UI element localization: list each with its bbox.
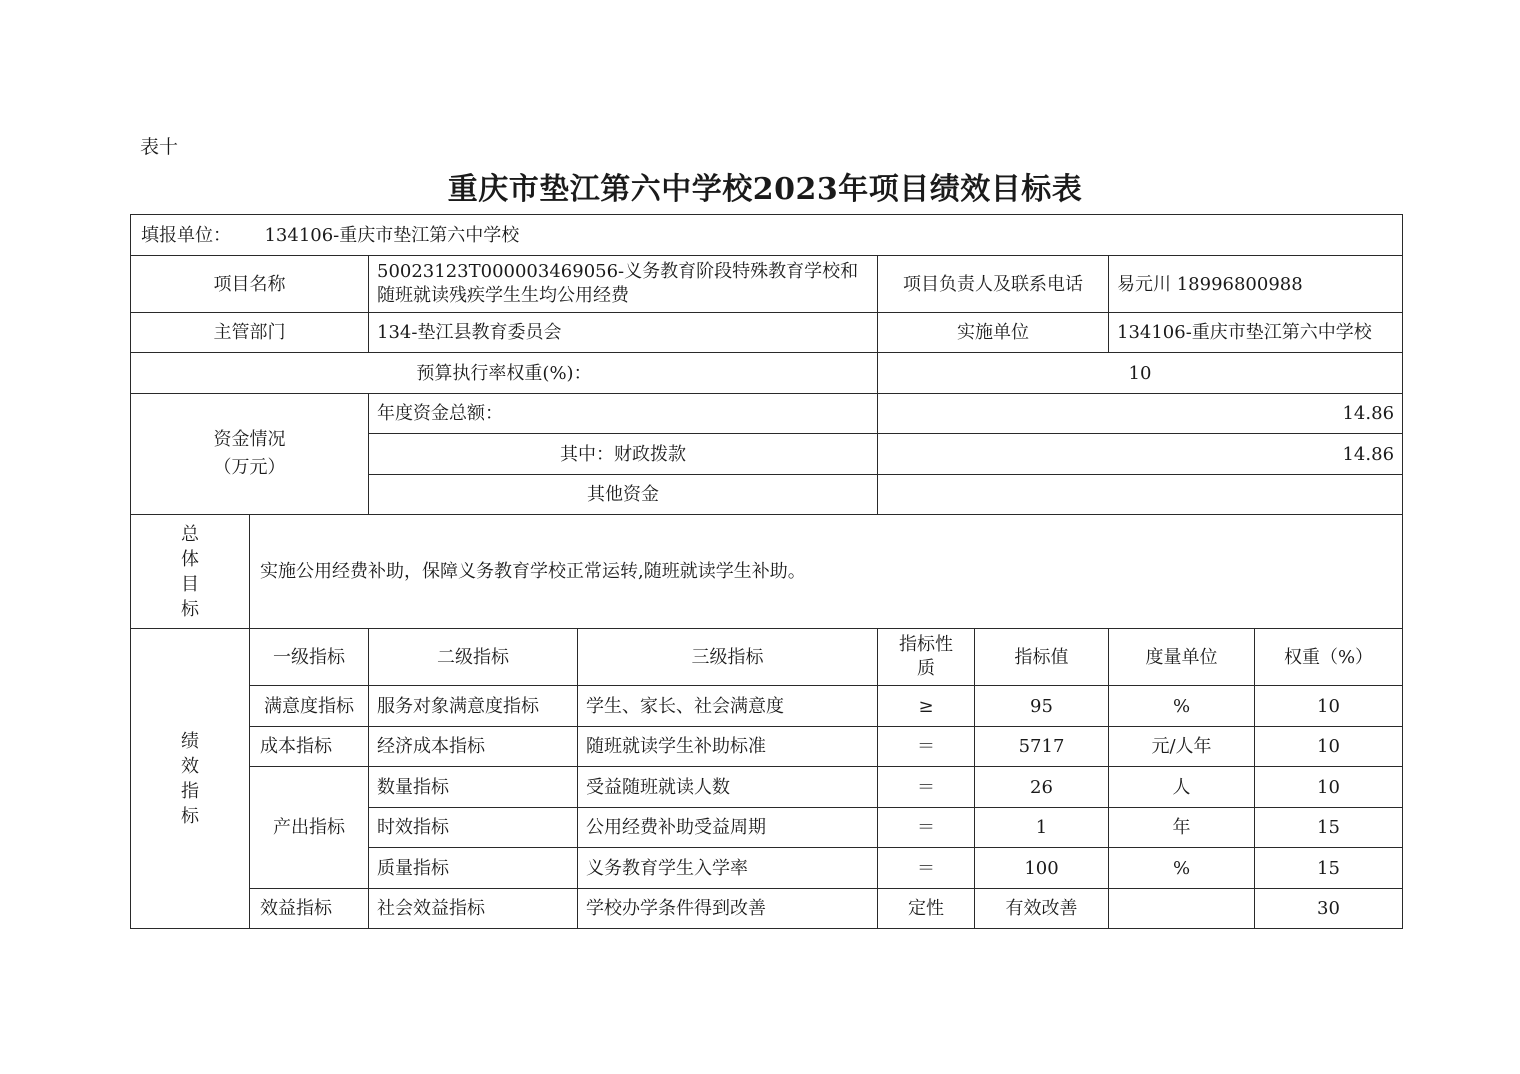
filing-unit-label: 填报单位： xyxy=(141,224,231,246)
performance-target-table xyxy=(130,214,1403,929)
row-nature: ＝ xyxy=(878,727,975,767)
project-row xyxy=(131,256,1403,313)
header-nature xyxy=(878,629,975,686)
row-level3: 公用经费补助受益周期 xyxy=(578,808,878,848)
header-level2: 二级指标 xyxy=(369,629,578,686)
row-nature: 定性 xyxy=(878,889,975,929)
filing-unit-value: 134106-重庆市垫江第六中学校 xyxy=(264,224,520,246)
overall-goal-label xyxy=(131,515,250,629)
row-level1: 成本指标 xyxy=(250,727,369,767)
row-nature: ＝ xyxy=(878,808,975,848)
row-level1: 满意度指标 xyxy=(250,686,369,727)
row-weight: 10 xyxy=(1255,767,1403,808)
row-nature: ＝ xyxy=(878,848,975,889)
budget-weight-value: 10 xyxy=(878,353,1403,394)
funds-label-line2: （万元） xyxy=(213,457,286,478)
funds-total-value: 14.86 xyxy=(878,394,1403,434)
row-unit: 年 xyxy=(1109,808,1255,848)
performance-char: 绩 xyxy=(181,730,199,752)
row-weight: 10 xyxy=(1255,727,1403,767)
row-level2: 时效指标 xyxy=(369,808,578,848)
row-weight: 15 xyxy=(1255,848,1403,889)
row-unit: % xyxy=(1109,686,1255,727)
department-value: 134-垫江县教育委员会 xyxy=(369,313,878,353)
funds-label xyxy=(131,394,369,515)
row-unit: 元/人年 xyxy=(1109,727,1255,767)
overall-goal-text: 实施公用经费补助，保障义务教育学校正常运转,随班就读学生补助。 xyxy=(250,515,1403,629)
funds-total-row xyxy=(131,394,1403,434)
performance-label xyxy=(131,629,250,929)
row-weight: 15 xyxy=(1255,808,1403,848)
row-nature: ≥ xyxy=(878,686,975,727)
project-contact-label: 项目负责人及联系电话 xyxy=(878,256,1109,313)
table-row xyxy=(131,686,1403,727)
project-name-line2: 随班就读残疾学生生均公用经费 xyxy=(377,285,629,306)
header-nature-line2: 质 xyxy=(917,658,935,679)
funds-total-label: 年度资金总额： xyxy=(369,394,878,434)
filing-unit-cell xyxy=(131,215,1403,256)
project-name-label: 项目名称 xyxy=(131,256,369,313)
department-row xyxy=(131,313,1403,353)
row-level2: 质量指标 xyxy=(369,848,578,889)
row-unit xyxy=(1109,889,1255,929)
row-level3: 受益随班就读人数 xyxy=(578,767,878,808)
row-level3: 义务教育学生入学率 xyxy=(578,848,878,889)
filing-unit-row xyxy=(131,215,1403,256)
overall-goal-char: 总 xyxy=(181,523,199,545)
row-unit: 人 xyxy=(1109,767,1255,808)
row-level3: 随班就读学生补助标准 xyxy=(578,727,878,767)
performance-char: 标 xyxy=(181,805,199,827)
row-value: 1 xyxy=(975,808,1109,848)
row-value: 95 xyxy=(975,686,1109,727)
overall-goal-char: 目 xyxy=(181,573,199,595)
header-level3: 三级指标 xyxy=(578,629,878,686)
row-value: 有效改善 xyxy=(975,889,1109,929)
overall-goal-char: 标 xyxy=(181,598,199,620)
funds-fiscal-value: 14.86 xyxy=(878,434,1403,475)
row-weight: 30 xyxy=(1255,889,1403,929)
project-contact-value: 易元川 18996800988 xyxy=(1109,256,1403,313)
table-row xyxy=(131,727,1403,767)
table-label: 表十 xyxy=(140,136,179,158)
budget-weight-label: 预算执行率权重(%)： xyxy=(131,353,878,394)
funds-fiscal-label: 其中：财政拨款 xyxy=(369,434,878,475)
funds-other-value xyxy=(878,475,1403,515)
performance-char: 指 xyxy=(181,780,199,802)
row-level3: 学校办学条件得到改善 xyxy=(578,889,878,929)
header-nature-line1: 指标性 xyxy=(899,634,953,655)
project-name-value xyxy=(369,256,878,313)
table-row xyxy=(131,889,1403,929)
row-level1: 效益指标 xyxy=(250,889,369,929)
row-nature: ＝ xyxy=(878,767,975,808)
page-title: 重庆市垫江第六中学校2023年项目绩效目标表 xyxy=(447,172,1083,207)
row-level2: 社会效益指标 xyxy=(369,889,578,929)
row-weight: 10 xyxy=(1255,686,1403,727)
row-level3: 学生、家长、社会满意度 xyxy=(578,686,878,727)
impl-unit-label: 实施单位 xyxy=(878,313,1109,353)
row-value: 5717 xyxy=(975,727,1109,767)
row-value: 26 xyxy=(975,767,1109,808)
row-level2: 数量指标 xyxy=(369,767,578,808)
performance-char: 效 xyxy=(181,755,199,777)
row-level1: 产出指标 xyxy=(250,767,369,889)
header-unit: 度量单位 xyxy=(1109,629,1255,686)
indicator-header-row xyxy=(131,629,1403,686)
header-level1: 一级指标 xyxy=(250,629,369,686)
table-row xyxy=(131,767,1403,808)
row-value: 100 xyxy=(975,848,1109,889)
overall-goal-char: 体 xyxy=(181,548,199,570)
funds-other-label: 其他资金 xyxy=(369,475,878,515)
budget-weight-row xyxy=(131,353,1403,394)
funds-label-line1: 资金情况 xyxy=(213,429,286,450)
overall-goal-row xyxy=(131,515,1403,629)
row-level2: 服务对象满意度指标 xyxy=(369,686,578,727)
row-unit: % xyxy=(1109,848,1255,889)
header-weight: 权重（%） xyxy=(1255,629,1403,686)
row-level2: 经济成本指标 xyxy=(369,727,578,767)
department-label: 主管部门 xyxy=(131,313,369,353)
header-value: 指标值 xyxy=(975,629,1109,686)
impl-unit-value: 134106-重庆市垫江第六中学校 xyxy=(1109,313,1403,353)
project-name-line1: 50023123T000003469056-义务教育阶段特殊教育学校和 xyxy=(377,261,859,282)
